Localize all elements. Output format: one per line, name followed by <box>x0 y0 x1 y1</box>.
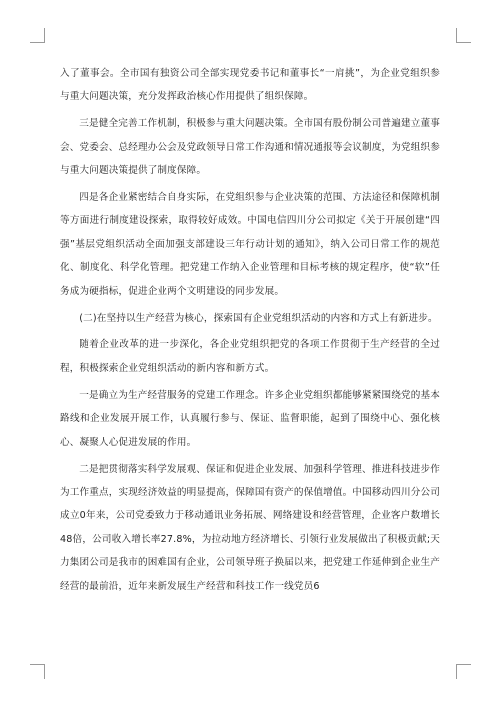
paragraph-4: (二)在坚持以生产经营为核心，探索国有企业党组织活动的内容和方式上有新进步。 <box>79 312 438 324</box>
paragraph-7: 二是把贯彻落实科学发展观、保证和促进企业发展、加强科学管理、推进科技进步作为工作重点，实现经济效益的明显提高，保障国有资产的保值增值。中国移动四川分公司成立0年来，公司党委致力于移动通讯业务拓展、网络建设和经营管理，企业客户数增长48倍，公司收入增长率27.8%，为拉动地方经济增长、引领行业发展做出了积极贡献;天力集团公司是我市的困难国有企业，公司领导班子换届以来，把党建工作延伸到企业生产经营的最前沿，近年来新发展生产经营和科技工作一线党员6 <box>60 463 441 592</box>
paragraph-6: 一是确立为生产经营服务的党建工作理念。许多企业党组织都能够紧紧围绕党的基本路线和企业发展开展工作，认真履行参与、保证、监督职能，起到了围绕中心、强化核心、凝聚人心促进发展的作用。 <box>60 389 440 448</box>
paragraph-3: 四是各企业紧密结合自身实际，在党组织参与企业决策的范围、方法途径和保障机制等方面进行制度建设探索，取得较好成效。中国电信四川分公司拟定《关于开展创建“四强”基层党组织活动全面加强支部建设三年行动计划的通知》，纳入公司日常工作的规范化、制度化、科学化管理。把党建工作纳入企业管理和目标考核的规定程序，使“软”任务成为硬指标，促进企业两个文明建设的同步发展。 <box>60 192 440 297</box>
paragraph-2: 三是健全完善工作机制，积极参与重大问题决策。全市国有股份制公司普遍建立董事会、党委会、总经理办公会及党政领导日常工作沟通和情况通报等会议制度，为党组织参与重大问题决策提供了制度保障。 <box>60 118 441 177</box>
document-body <box>60 62 440 598</box>
crop-mark-top-right <box>456 28 471 43</box>
paragraph-1: 入了董事会。全市国有独资公司全部实现党委书记和董事长“一肩挑”，为企业党组织参与重大问题决策，充分发挥政治核心作用提供了组织保障。 <box>60 68 440 103</box>
paragraph-5: 随着企业改革的进一步深化，各企业党组织把党的各项工作贯彻于生产经营的全过程，积极探索企业党组织活动的新内容和新方式。 <box>60 339 440 374</box>
crop-mark-bottom-right <box>456 664 471 679</box>
crop-mark-bottom-left <box>30 664 45 679</box>
crop-mark-top-left <box>30 28 45 43</box>
